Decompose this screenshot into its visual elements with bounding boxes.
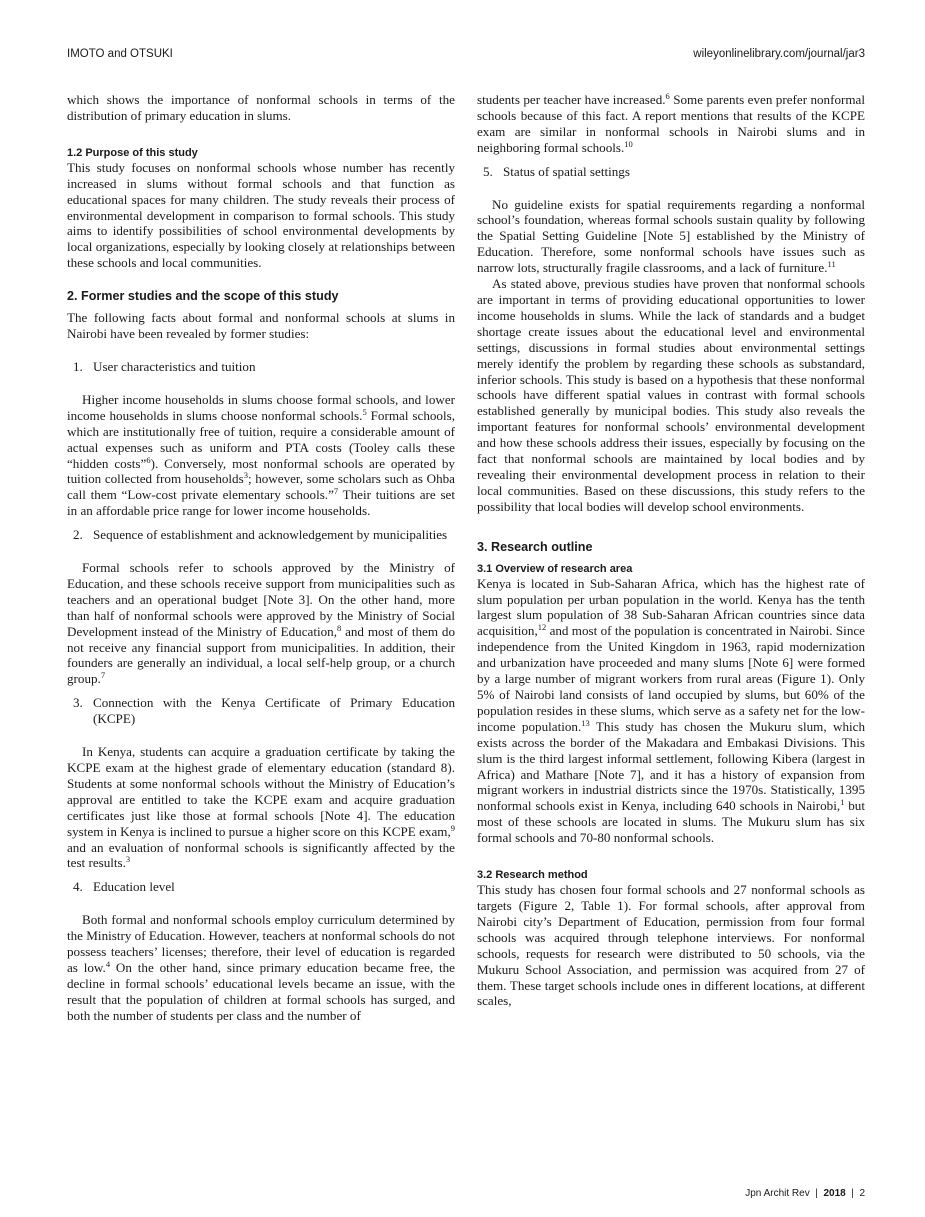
reference-13: 13 — [581, 717, 590, 728]
list-item-1 — [67, 359, 455, 375]
list-label: User characteristics and tuition — [93, 358, 256, 374]
list-label: Status of spatial settings — [503, 163, 630, 179]
subsection-heading-3-1: 3.1 Overview of research area — [477, 562, 633, 575]
list-number: 1. — [73, 358, 83, 374]
page-number: 2 — [859, 1188, 865, 1199]
footer-separator: | — [851, 1188, 854, 1199]
research-method-paragraph: This study has chosen four formal schools and 27 nonformal schools as targets (Figure 2, Table 1). For formal schools, after approval from Nairobi city’s Department of Education, permission from four formal schools was acquired through telephone interviews. For nonformal schools, requests for research were distributed to 50 schools, via the Mukuru School Association, and permission was acquired from 27 of them. These target schools include ones in different locations, at different scales, — [477, 882, 865, 1009]
left-column — [67, 92, 455, 1024]
list-number: 5. — [483, 163, 493, 179]
page-footer — [745, 1188, 865, 1199]
reference-1: 1 — [840, 797, 845, 808]
list-item-3 — [67, 695, 455, 727]
reference-12: 12 — [537, 622, 547, 633]
purpose-paragraph: This study focuses on nonformal schools whose number has recently increased in slums without formal schools and that function as educational spaces for many children. The study reveals their process of environmental development in comparison to formal schools. This study aims to identify possibilities of school environmental developments by local organizations, especially by looking closely at relationships between these schools and local communities. — [67, 159, 455, 271]
reference-7: 7 — [333, 486, 339, 497]
list-item-5 — [477, 164, 865, 180]
reference-5: 5 — [362, 406, 367, 417]
kcpe-paragraph: In Kenya, students can acquire a graduation certificate by taking the KCPE exam at the highest grade of elementary education (standard 8). Students at some nonformal schools without the Ministry of Education’s approval are entitled to take the KCPE exam and acquire graduation certificates just like those at formal schools [Note 4]. The education system in Kenya is inclined to pursue a higher score on this KCPE exam,$^9$ and an evaluation of nonformal schools is significantly affected by the test results.$^3$ — [67, 744, 455, 871]
section-heading-2: 2. Former studies and the scope of this study — [67, 289, 339, 304]
header-journal-url[interactable]: wileyonlinelibrary.com/journal/jar3 — [693, 48, 865, 60]
footer-journal: Jpn Archit Rev — [745, 1188, 810, 1199]
continued-paragraph: students per teacher have increased.$^6$ Some parents even prefer nonformal schools because of this fact. A report mentions that results of the KCPE exam are similar in nonformal schools in Nairobi slums and in neighboring formal schools.$^{10}$ — [477, 91, 866, 155]
subsection-heading-1-2: 1.2 Purpose of this study — [67, 146, 198, 159]
intro-paragraph: which shows the importance of nonformal schools in terms of the distribution of primary education in slums. — [67, 92, 455, 123]
spatial-settings-paragraph: No guideline exists for spatial requirements regarding a nonformal school’s foundation, whereas formal schools sustain quality by following the Spatial Setting Guideline [Note 5] established by the Ministry of Education. Therefore, some nonformal schools have issues such as narrow lots, structurally fragile classrooms, and a lack of furniture.$^{11}$ — [477, 196, 865, 276]
subsection-heading-3-2: 3.2 Research method — [477, 869, 588, 882]
list-label: Education level — [93, 879, 175, 895]
as-stated-paragraph: As stated above, previous studies have proven that nonformal schools are important in terms of providing educational opportunities to lower income households in slums. While the lack of standards and a budget shortage create issues about the educational level and environmental settings, discussions in formal studies about environmental settings merely identify the problem by regarding these schools as substandard, inferior schools. This study is based on a hypothesis that these nonformal schools have different spatial values in contrast with formal schools established generally by municipal bodies. This study also reveals the important features for nonformal schools’ environmental development and how these schools address their issues, especially by focusing on the fact that nonformal schools are maintained by local bodies and by revealing their environmental development process in relation to their local communities. Based on these discussions, this study refers to the possibility that local bodies will develop school environments. — [477, 276, 865, 514]
list-number: 4. — [73, 879, 83, 895]
list-number: 2. — [73, 527, 83, 543]
right-column — [477, 92, 865, 1009]
list-label: Sequence of establishment and acknowledgement by municipalities — [93, 527, 448, 543]
reference-4: 4 — [105, 958, 111, 969]
footer-separator: | — [815, 1188, 818, 1199]
list-item-2 — [67, 527, 455, 543]
list-item-4 — [67, 879, 455, 895]
reference-6: 6 — [665, 91, 670, 101]
kenya-overview-paragraph: Kenya is located in Sub-Saharan Africa, which has the highest rate of slum population per urban population in the world. Kenya has the tenth largest slum population of 38 Sub-Saharan African countries since data acquisition,$^{12}$ and most of the population is concentrated in Nairobi. Since independence from the United Kingdom in 1963, rapid modernization and urbanization have proceeded and many slums [Note 6] were formed by a large number of migrant workers from rural areas (Figure 1). Only 5% of Nairobi land consists of land occupied by slums, but 60% of the population resides in these slums, which serve as a safety net for the low-income population.$^{13}$ This study has chosen the Mukuru slum, which exists across the border of the Makadara and Embakasi Divisions. This slum is the third largest informal settlement, following Kibera (largest in Africa) and Mathare [Note 7], and it has a history of expansion from migrant workers in industrial districts since the 1970s. Statistically, 1395 nonformal schools exist in Kenya, including 640 schools in Nairobi,$^1$ but most of these schools are located in slums. The Mukuru slum has six formal schools and 70-80 nonformal schools. — [477, 575, 866, 846]
reference-3: 3 — [125, 854, 131, 865]
reference-11: 11 — [827, 259, 836, 270]
running-head — [67, 48, 865, 64]
reference-8: 8 — [336, 622, 342, 633]
user-characteristics-paragraph: Higher income households in slums choose formal schools, and lower income households in slums choose nonformal schools.$^5$ Formal schools, which are institutionally free of tuition, require a considerable amount of actual expenses such as uniform and PTA costs (Tooley calls these “hidden costs”$^6$). Conversely, most nonformal schools are operated by tuition collected from households$^3$; however, some scholars such as Ohba call them “Low-cost private elementary schools.”$^7$ Their tuitions are set in an affordable price range for lower income households. — [67, 391, 456, 519]
sequence-paragraph: Formal schools refer to schools approved by the Ministry of Education, and these schools receive support from municipalities such as teachers and an operational budget [Note 3]. On the other hand, more than half of nonformal schools were approved by the Ministry of Social Development instead of the Ministry of Education,$^8$ and most of them do not receive any financial support from municipalities. In addition, their founders are generally an individual, a local self-help group, or a church group.$^7$ — [67, 560, 455, 687]
former-studies-paragraph: The following facts about formal and nonformal schools at slums in Nairobi have been revealed by former studies: — [67, 310, 455, 342]
reference-3: 3 — [243, 470, 248, 481]
list-number: 3. — [73, 695, 83, 711]
reference-10: 10 — [624, 138, 633, 149]
education-level-paragraph: Both formal and nonformal schools employ curriculum determined by the Ministry of Education. However, teachers at nonformal schools do not possess teachers’ licenses; therefore, their level of education is regarded as low.$^4$ On the other hand, since primary education became free, the decline in formal schools’ educational levels became an issue, with the result that the population of children at formal schools has surged, and both the number of students per class and the number of — [67, 912, 455, 1023]
section-heading-3: 3. Research outline — [477, 539, 593, 554]
reference-6: 6 — [146, 454, 151, 465]
reference-7: 7 — [100, 670, 106, 681]
list-label: Connection with the Kenya Certificate of Primary Education (KCPE) — [93, 695, 455, 727]
header-authors: IMOTO and OTSUKI — [67, 48, 173, 60]
reference-9: 9 — [450, 822, 455, 833]
footer-year: 2018 — [823, 1188, 846, 1199]
